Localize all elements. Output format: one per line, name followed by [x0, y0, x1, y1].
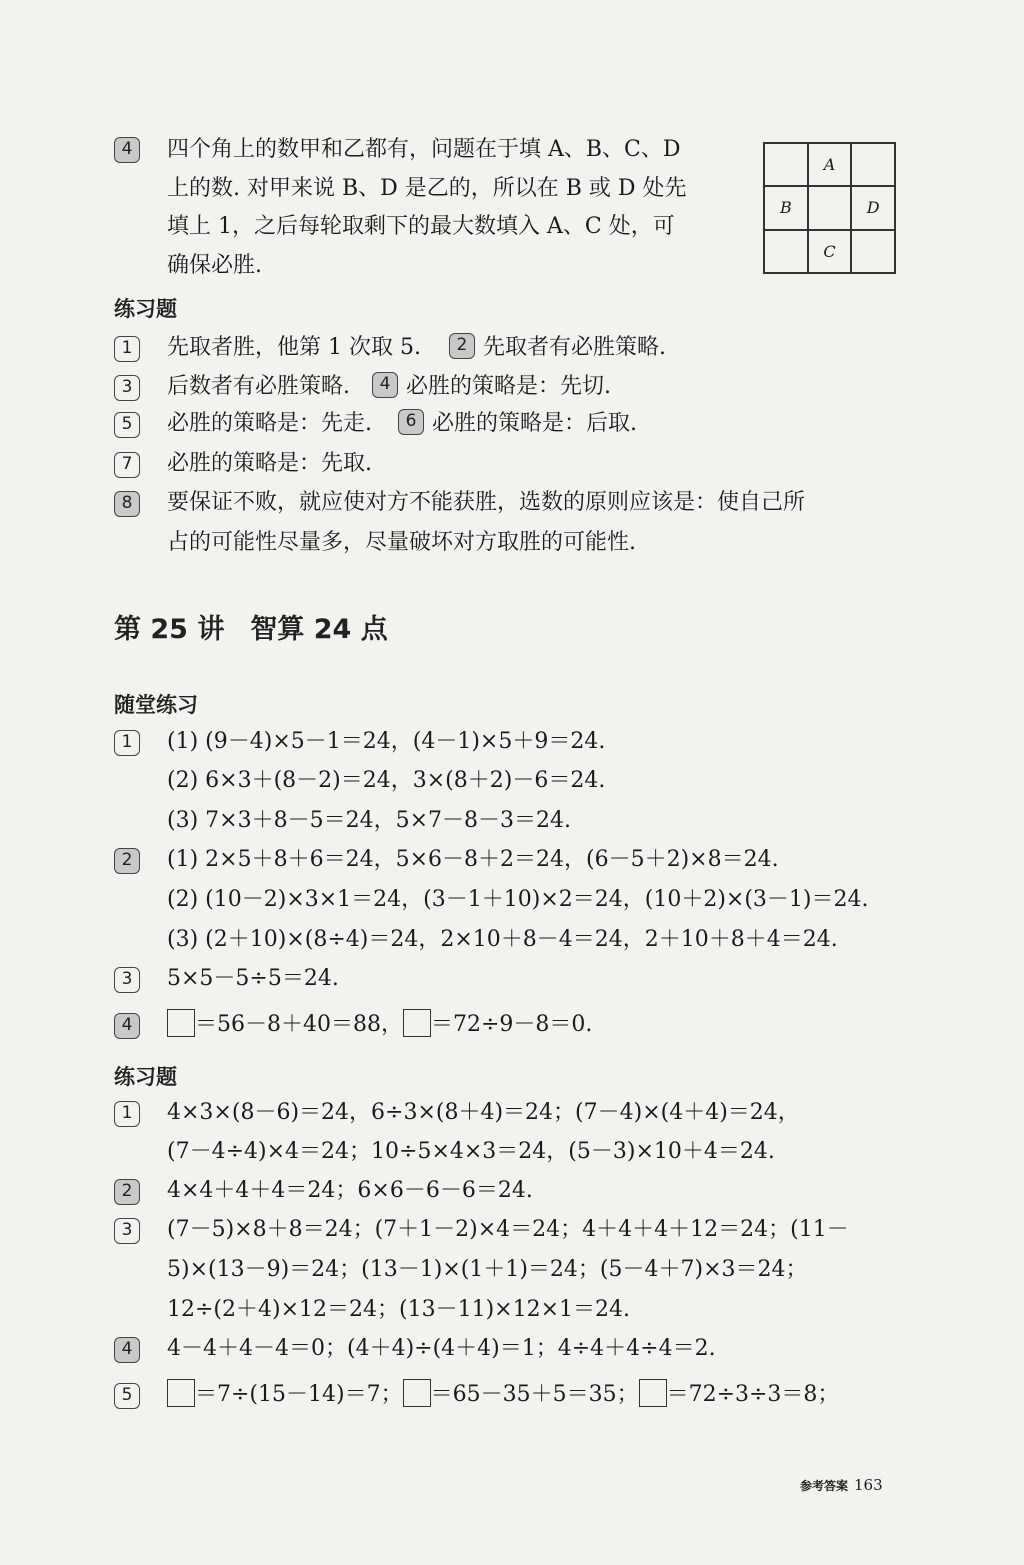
- grid-cell: [851, 143, 895, 186]
- grid-cell: [764, 143, 808, 186]
- item-number-badge: 3: [114, 375, 140, 401]
- blank-box: [639, 1379, 667, 1407]
- grid-cell: [808, 186, 852, 229]
- item-number-badge: 8: [114, 491, 140, 517]
- grid-cell-b: B: [764, 186, 808, 229]
- answer-line: [167, 1010, 592, 1040]
- exercise-answer: 必胜的策略是：后取.: [432, 411, 637, 436]
- item-number-badge: 4: [114, 137, 140, 163]
- item-number-badge: 4: [372, 372, 398, 398]
- exercise-answer: 后数者有必胜策略.: [167, 374, 350, 399]
- item4-line-4: 确保必胜.: [167, 253, 262, 278]
- answer-part: ＝65－35＋5＝35；: [430, 1382, 639, 1407]
- answer-line: 12÷(2＋4)×12＝24；(13－11)×12×1＝24.: [167, 1297, 631, 1322]
- item-number-badge: 4: [114, 1013, 140, 1039]
- chapter-title: [114, 607, 388, 646]
- footer-label: 参考答案: [800, 1479, 849, 1493]
- grid-cell-c: C: [808, 230, 852, 273]
- answer-line: (1) (9－4)×5－1＝24，(4－1)×5＋9＝24.: [167, 729, 606, 754]
- answer-part: ＝72÷3÷3＝8；: [666, 1382, 840, 1407]
- exercise-answer: 先取者胜，他第 1 次取 5.: [167, 335, 421, 360]
- answer-line: 4×4＋4＋4＝24；6×6－6－6＝24.: [167, 1178, 533, 1203]
- exercise-answer: 要保证不败，就应使对方不能获胜，选数的原则应该是：使自己所: [167, 490, 806, 515]
- item-number-badge: 2: [449, 333, 475, 359]
- answer-line: (3) (2＋10)×(8÷4)＝24，2×10＋8－4＝24，2＋10＋8＋4＝24.: [167, 927, 838, 952]
- item-number-badge: 5: [114, 412, 140, 438]
- grid-cell-d: D: [851, 186, 895, 229]
- exercise-answer: 必胜的策略是：先切.: [406, 374, 611, 399]
- section-heading-class-practice: 随堂练习: [114, 693, 198, 717]
- item-number-badge: 5: [114, 1383, 140, 1409]
- answer-part: ＝7÷(15－14)＝7；: [195, 1382, 403, 1407]
- answer-line: (7－4÷4)×4＝24；10÷5×4×3＝24，(5－3)×10＋4＝24.: [167, 1139, 775, 1164]
- exercise-row: [167, 333, 666, 363]
- blank-box: [403, 1379, 431, 1407]
- answer-line: (7－5)×8＋8＝24；(7＋1－2)×4＝24；4＋4＋4＋12＝24；(11－: [167, 1217, 849, 1242]
- item-number-badge: 1: [114, 336, 140, 362]
- blank-box: [167, 1379, 195, 1407]
- answer-line: (2) (10－2)×3×1＝24，(3－1＋10)×2＝24，(10＋2)×(3－1)＝24.: [167, 887, 869, 912]
- answer-part: ＝72÷9－8＝0.: [430, 1012, 593, 1037]
- answer-line: [167, 1380, 839, 1410]
- item-number-badge: 7: [114, 452, 140, 478]
- abcd-grid-diagram: [763, 142, 896, 274]
- item-number-badge: 3: [114, 967, 140, 993]
- answer-line: 5×5－5÷5＝24.: [167, 966, 339, 991]
- answer-line: (1) 2×5＋8＋6＝24，5×6－8＋2＝24，(6－5＋2)×8＝24.: [167, 847, 779, 872]
- exercise-answer: 必胜的策略是：先走.: [167, 411, 372, 436]
- item-number-badge: 4: [114, 1337, 140, 1363]
- answer-line: (3) 7×3＋8－5＝24，5×7－8－3＝24.: [167, 808, 571, 833]
- exercise-answer: 必胜的策略是：先取.: [167, 451, 372, 476]
- page-number: 163: [854, 1476, 883, 1494]
- item-number-badge: 2: [114, 1179, 140, 1205]
- answer-line: 4×3×(8－6)＝24，6÷3×(8＋4)＝24；(7－4)×(4＋4)＝24，: [167, 1100, 800, 1125]
- item-number-badge: 2: [114, 848, 140, 874]
- item-number-badge: 3: [114, 1218, 140, 1244]
- item4-line-1: 四个角上的数甲和乙都有，问题在于填 A、B、C、D: [167, 137, 681, 162]
- item-number-badge: 6: [398, 409, 424, 435]
- item-number-badge: 1: [114, 730, 140, 756]
- section-heading-exercises: 练习题: [114, 1065, 177, 1089]
- page-footer: [800, 1476, 883, 1494]
- exercise-answer: 占的可能性尽量多，尽量破坏对方取胜的可能性.: [167, 530, 636, 555]
- section-heading-exercises: 练习题: [114, 297, 177, 321]
- chapter-name: 智算 24 点: [250, 614, 388, 645]
- answer-line: 4－4＋4－4＝0；(4＋4)÷(4＋4)＝1；4÷4＋4÷4＝2.: [167, 1336, 716, 1361]
- exercise-row: [167, 409, 637, 439]
- item-number-badge: 1: [114, 1101, 140, 1127]
- grid-cell: [764, 230, 808, 273]
- grid-cell: [851, 230, 895, 273]
- blank-box: [403, 1009, 431, 1037]
- grid-cell-a: A: [808, 143, 852, 186]
- exercise-answer: 先取者有必胜策略.: [482, 335, 666, 360]
- answer-line: (2) 6×3＋(8－2)＝24，3×(8＋2)－6＝24.: [167, 768, 606, 793]
- answer-part: ＝56－8＋40＝88，: [195, 1012, 403, 1037]
- blank-box: [167, 1009, 195, 1037]
- exercise-row: [167, 372, 611, 402]
- item4-line-2: 上的数. 对甲来说 B、D 是乙的，所以在 B 或 D 处先: [167, 176, 687, 201]
- item4-line-3: 填上 1，之后每轮取剩下的最大数填入 A、C 处，可: [167, 214, 675, 239]
- answer-line: 5)×(13－9)＝24；(13－1)×(1＋1)＝24；(5－4＋7)×3＝24；: [167, 1257, 808, 1282]
- chapter-number: 第 25 讲: [114, 614, 225, 645]
